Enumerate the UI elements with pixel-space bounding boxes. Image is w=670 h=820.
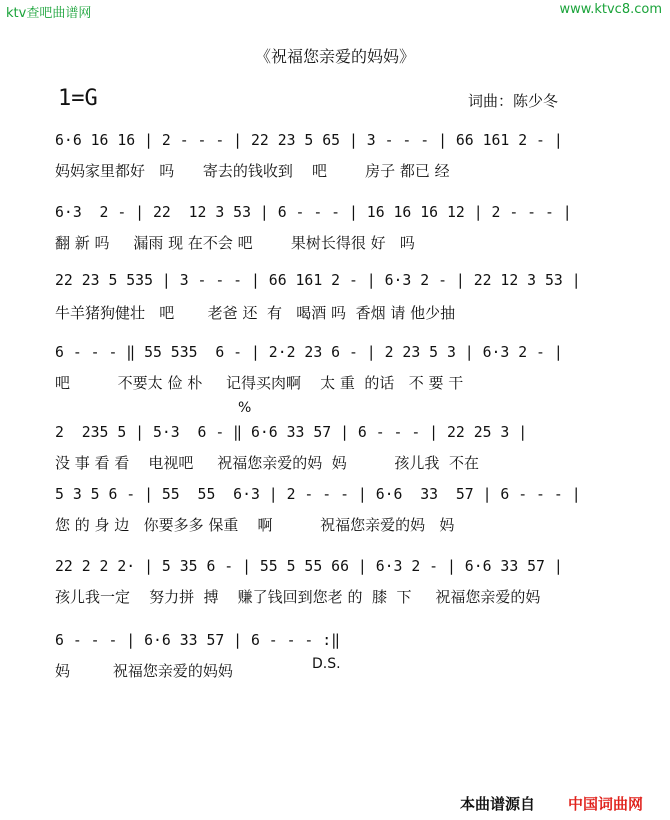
credit: 词曲：陈少冬 — [468, 92, 559, 110]
segno-mark: % — [238, 400, 252, 416]
lyrics-row-2: 翻 新 吗 漏雨 现 在不会 吧 果树长得很 好 吗 — [55, 234, 415, 252]
key-signature: 1=G — [58, 86, 98, 111]
notation-row-8: 6 - - - | 6·6 33 57 | 6 - - - :‖ — [55, 632, 341, 649]
notation-row-5: 2 235 5 | 5·3 6 - ‖ 6·6 33 57 | 6 - - - | 22 25 3 | — [55, 424, 528, 441]
watermark-left: ktv查吧曲谱网 — [6, 6, 92, 21]
notation-row-4: 6 - - - ‖ 55 535 6 - | 2·2 23 6 - | 2 23 5 3 | 6·3 2 - | — [55, 344, 563, 361]
lyrics-row-8: 妈 祝福您亲爱的妈妈 — [55, 662, 233, 680]
song-title: 《祝福您亲爱的妈妈》 — [254, 47, 415, 66]
footer-source-label: 本曲谱源自 — [460, 795, 536, 813]
lyrics-row-1: 妈妈家里都好 吗 寄去的钱收到 吧 房子 都已 经 — [55, 162, 450, 180]
footer-site-name: 中国词曲网 — [568, 795, 644, 813]
notation-row-2: 6·3 2 - | 22 12 3 53 | 6 - - - | 16 16 16 12 | 2 - - - | — [55, 204, 572, 221]
lyrics-row-7: 孩儿我一定 努力拼 搏 赚了钱回到您老 的 膝 下 祝福您亲爱的妈 — [55, 588, 541, 606]
lyrics-row-6: 您 的 身 边 你要多多 保重 啊 祝福您亲爱的妈 妈 — [55, 516, 455, 534]
lyrics-row-5: 没 事 看 看 电视吧 祝福您亲爱的妈 妈 孩儿我 不在 — [55, 454, 479, 472]
notation-row-3: 22 23 5 535 | 3 - - - | 66 161 2 - | 6·3 2 - | 22 12 3 53 | — [55, 272, 581, 289]
lyrics-row-4: 吧 不要太 俭 朴 记得买肉啊 太 重 的话 不 要 干 — [55, 374, 464, 392]
dal-segno-mark: D.S. — [312, 656, 341, 672]
notation-row-6: 5 3 5 6 - | 55 55 6·3 | 2 - - - | 6·6 33 57 | 6 - - - | — [55, 486, 581, 503]
notation-row-7: 22 2 2 2· | 5 35 6 - | 55 5 55 66 | 6·3 2 - | 6·6 33 57 | — [55, 558, 563, 575]
notation-row-1: 6·6 16 16 | 2 - - - | 22 23 5 65 | 3 - - - | 66 161 2 - | — [55, 132, 563, 149]
lyrics-row-3: 牛羊猪狗健壮 吧 老爸 还 有 喝酒 吗 香烟 请 他少抽 — [55, 304, 456, 322]
watermark-right: www.ktvc8.com — [559, 2, 662, 17]
